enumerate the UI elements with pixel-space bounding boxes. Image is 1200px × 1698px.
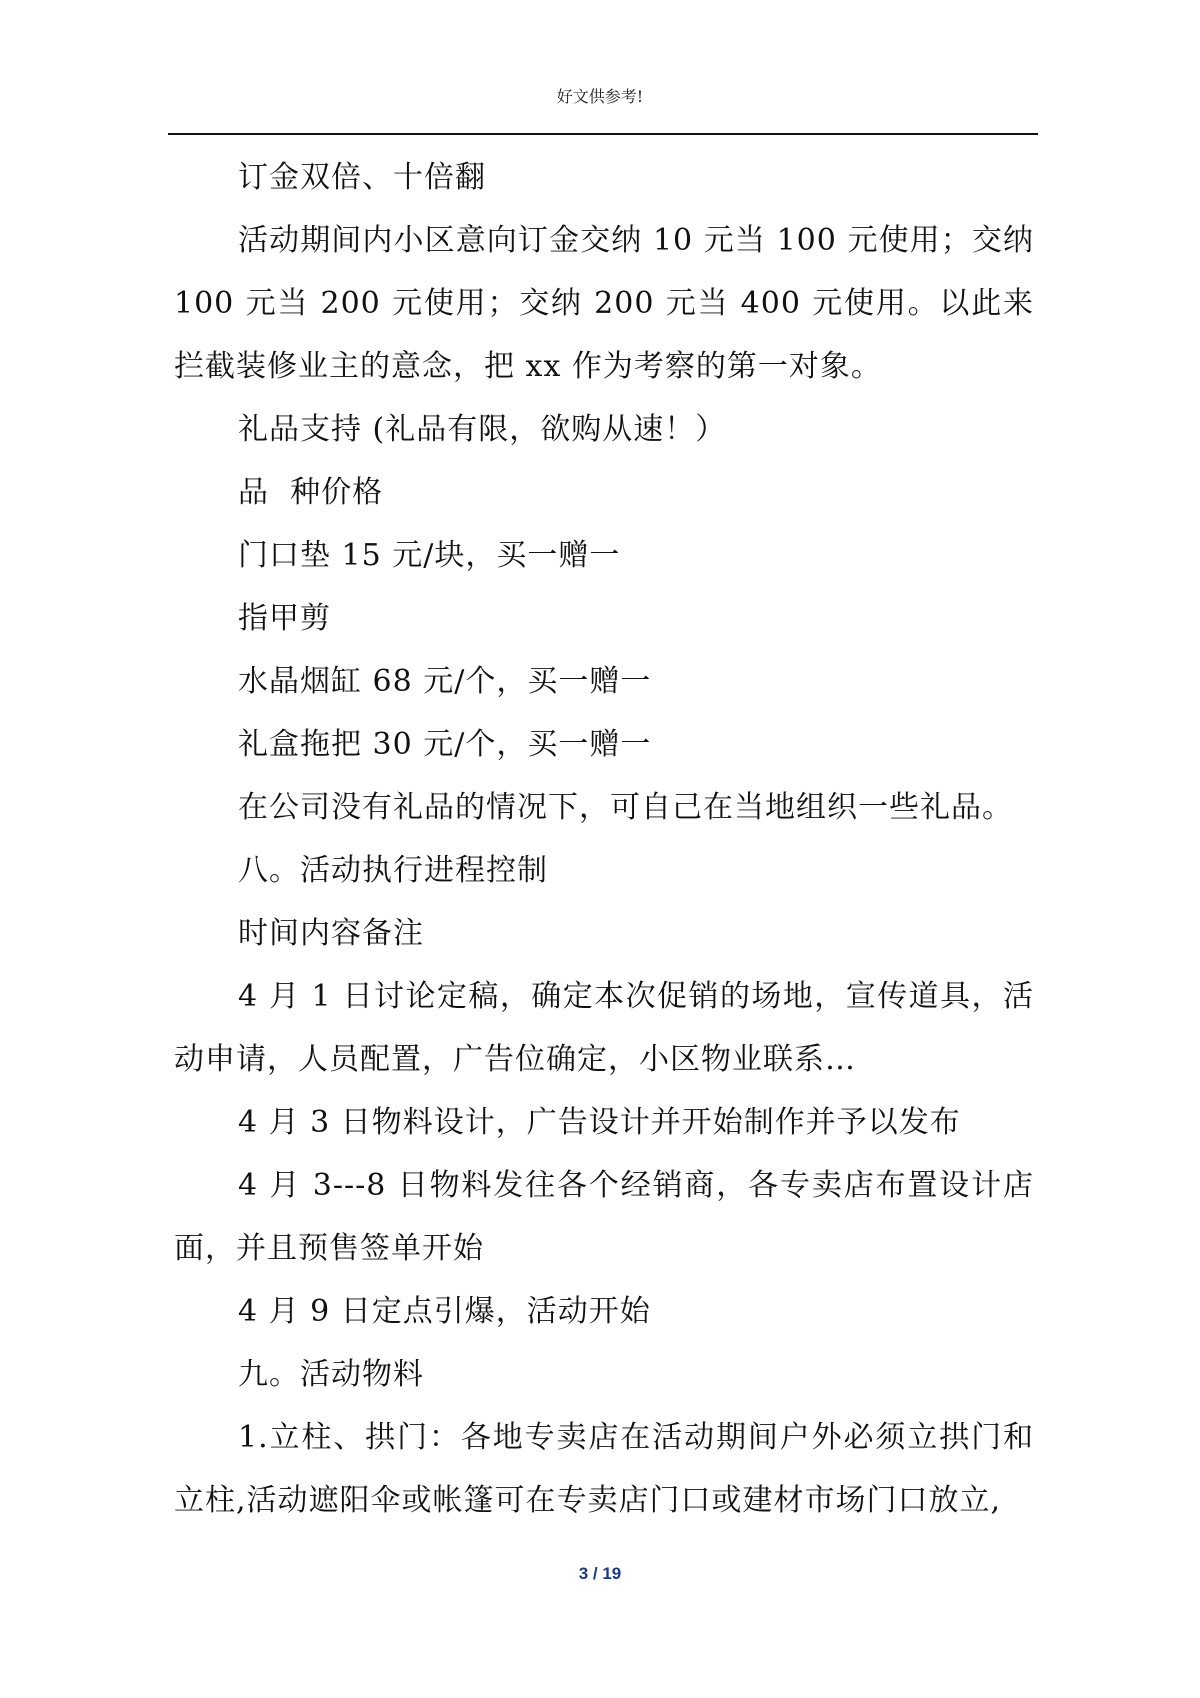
paragraph: 品 种价格 [238, 475, 384, 510]
paragraph: 礼品支持 (礼品有限，欲购从速！） [238, 412, 727, 447]
paragraph: 4 月 3---8 日物料发往各个经销商，各专卖店布置设计店面，并且预售签单开始 [174, 1168, 1034, 1266]
section-heading: 九。活动物料 [238, 1357, 424, 1392]
page-number: 3 / 19 [578, 1564, 622, 1583]
paragraph: 水晶烟缸 68 元/个，买一赠一 [238, 664, 652, 699]
paragraph: 门口垫 15 元/块，买一赠一 [238, 538, 621, 573]
paragraph: 活动期间内小区意向订金交纳 10 元当 100 元使用；交纳 100 元当 200 元使用；交纳 200 元当 400 元使用。以此来拦截装修业主的意念，把 xx 作为考察的第一对象。 [174, 223, 1034, 384]
paragraph: 指甲剪 [238, 601, 331, 636]
paragraph: 1.立柱、拱门：各地专卖店在活动期间户外必须立拱门和立柱,活动遮阳伞或帐篷可在专卖店门口或建材市场门口放立, [174, 1420, 1034, 1518]
paragraph: 时间内容备注 [238, 916, 424, 951]
paragraph: 4 月 9 日定点引爆，活动开始 [238, 1294, 651, 1329]
header-rule [168, 133, 1038, 135]
page-header: 好文供参考! [556, 87, 644, 106]
paragraph: 4 月 3 日物料设计，广告设计并开始制作并予以发布 [238, 1105, 961, 1140]
section-heading: 八。活动执行进程控制 [238, 853, 548, 888]
document-body [174, 146, 1034, 1532]
paragraph: 礼盒拖把 30 元/个，买一赠一 [238, 727, 652, 762]
paragraph: 订金双倍、十倍翻 [238, 160, 486, 195]
paragraph: 4 月 1 日讨论定稿，确定本次促销的场地，宣传道具，活动申请，人员配置，广告位确定，小区物业联系… [174, 979, 1034, 1077]
paragraph: 在公司没有礼品的情况下，可自己在当地组织一些礼品。 [238, 790, 1013, 825]
